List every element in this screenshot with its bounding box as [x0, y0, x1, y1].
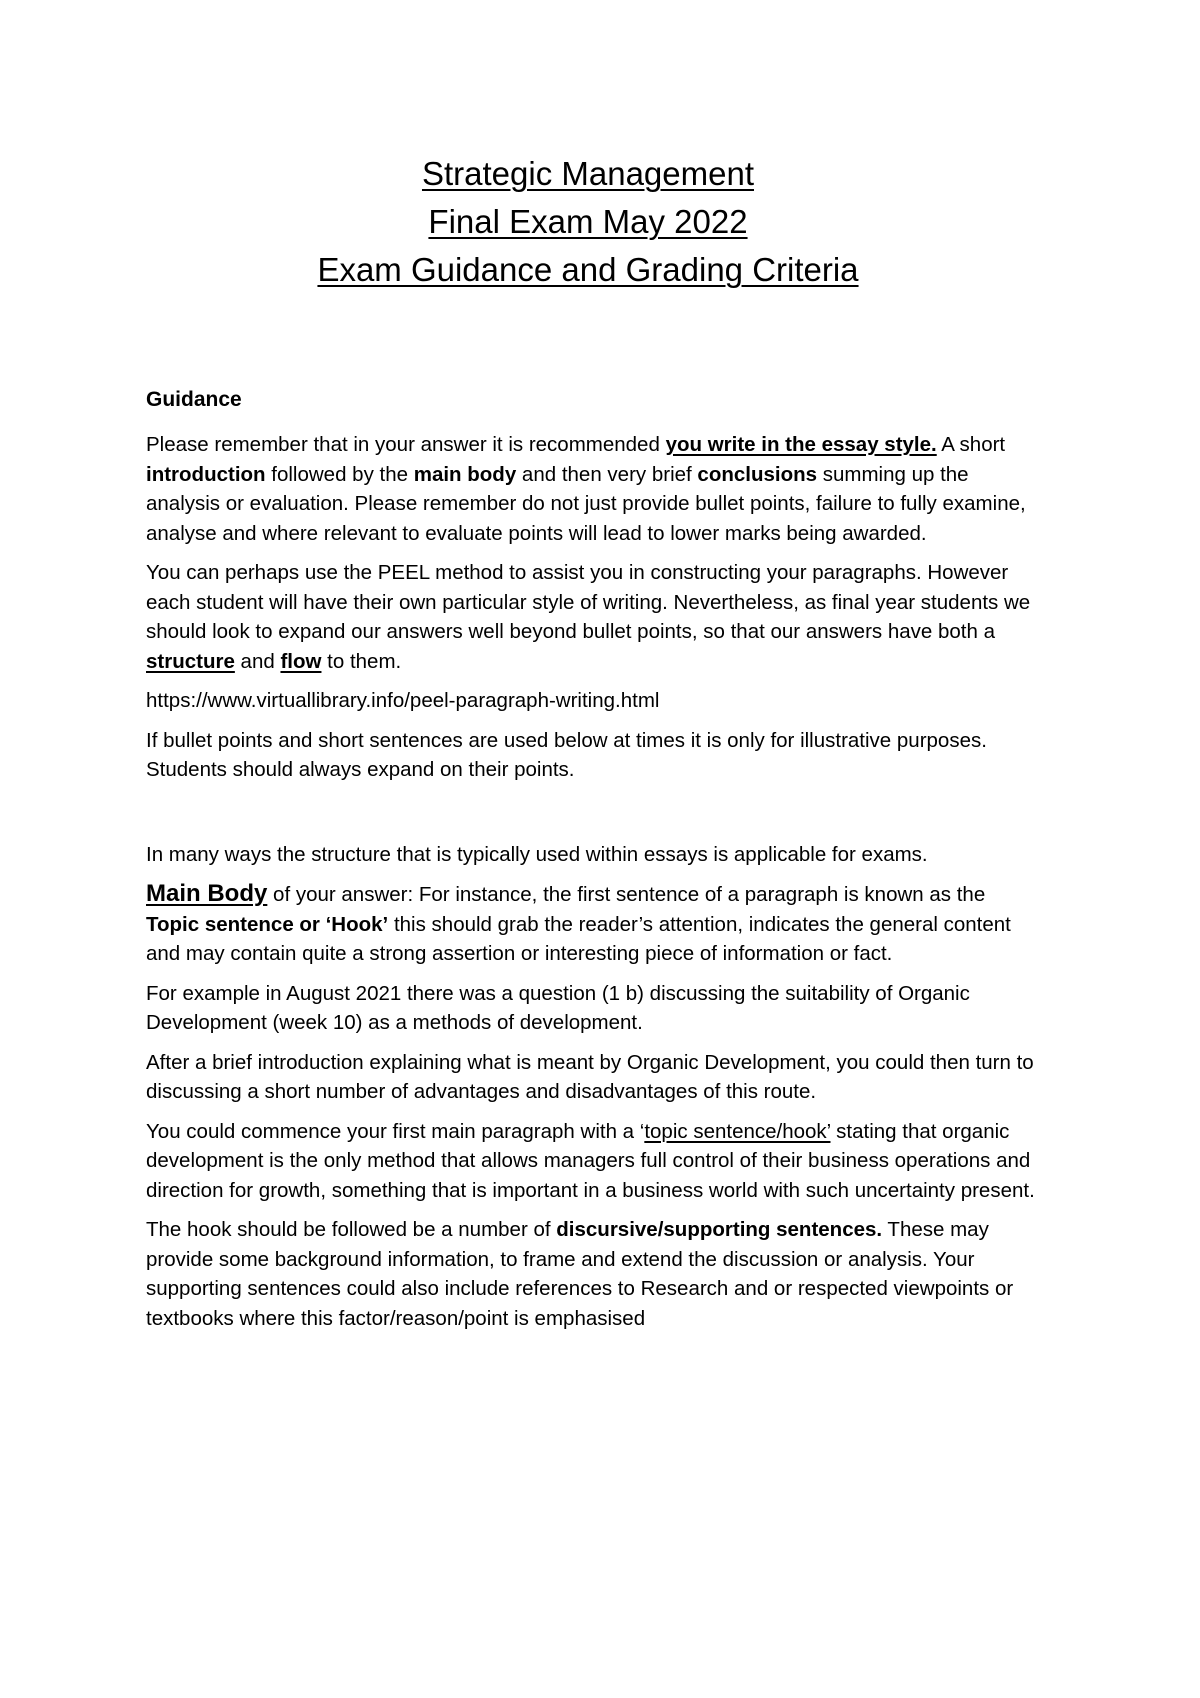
- paragraph-example-question: For example in August 2021 there was a question (1 b) discussing the suitability of Organic Development (week 10) as a methods of development.: [146, 981, 970, 1034]
- document-title: [136, 0, 1040, 294]
- text-run: Please remember that in your answer it is recommended: [146, 433, 666, 456]
- title-line-1: Strategic Management: [421, 155, 754, 192]
- emphasis-introduction: introduction: [146, 462, 266, 486]
- paragraph-supporting-sentences: [146, 1215, 1040, 1333]
- title-line-3: Exam Guidance and Grading Criteria: [317, 251, 859, 288]
- text-run: this should grab the reader’s attention, indicates the general content and may contain quite a strong assertion or interesting piece of information or fact.: [146, 912, 1011, 965]
- emphasis-essay-style: you write in the essay style.: [665, 433, 937, 456]
- paragraph-main-body: [146, 879, 1040, 969]
- title-line-2: Final Exam May 2022: [428, 203, 748, 240]
- paragraph-bullet-points: If bullet points and short sentences are used below at times it is only for illustrative purposes. Students should always expand on their points.: [146, 728, 987, 781]
- text-run: and: [234, 649, 281, 673]
- text-run: These may provide some background information, to frame and extend the discussion or analysis. Your supporting sentences could also include references to Research and or respected viewpoints or textbooks where this factor/reason/point is emphasised: [146, 1218, 1014, 1330]
- text-run: You could commence your first main paragraph with a ‘: [146, 1119, 645, 1143]
- text-run: summing up the analysis or evaluation. Please remember do not just provide bullet points, failure to fully examine, analyse and where relevant to evaluate points will lead to lower marks being awarded.: [146, 462, 1026, 545]
- text-run: and then very brief: [516, 462, 698, 486]
- paragraph-peel-method: [146, 558, 1040, 676]
- text-run: to them.: [321, 649, 402, 673]
- text-run: stating that organic development is the only method that allows managers full control of their business operations and direction for growth, something that is important in a business world with such uncertainty present.: [146, 1119, 1035, 1202]
- emphasis-topic-sentence: Topic sentence or ‘Hook’: [146, 912, 389, 936]
- emphasis-flow: flow: [280, 649, 322, 673]
- emphasis-topic-hook: topic sentence/hook’: [644, 1119, 831, 1143]
- text-run: The hook should be followed be a number of: [146, 1218, 557, 1241]
- emphasis-conclusions: conclusions: [697, 462, 818, 486]
- text-run: followed by the: [265, 462, 414, 486]
- paragraph-brief-introduction: After a brief introduction explaining what is meant by Organic Development, you could then turn to discussing a short number of advantages and disadvantages of this route.: [146, 1050, 1034, 1103]
- main-body-label: Main Body: [146, 880, 268, 907]
- text-run: A short: [936, 433, 1006, 456]
- text-run: You can perhaps use the PEEL method to assist you in constructing your paragraphs. However each student will have their own particular style of writing. Nevertheless, as final year students we should look to expand our answers well beyond bullet points, so that our answers have both a: [146, 561, 1031, 643]
- peel-url-link[interactable]: https://www.virtuallibrary.info/peel-paragraph-writing.html: [146, 689, 660, 712]
- emphasis-supporting-sentences: discursive/supporting sentences.: [556, 1218, 883, 1241]
- emphasis-main-body: main body: [413, 462, 517, 486]
- emphasis-structure: structure: [146, 649, 235, 673]
- paragraph-essay-structure: In many ways the structure that is typically used within essays is applicable for exams.: [146, 842, 928, 866]
- text-run: of your answer: For instance, the first sentence of a paragraph is known as the: [267, 883, 986, 906]
- paragraph-essay-style: [146, 430, 1040, 548]
- paragraph-topic-sentence-hook: [146, 1117, 1040, 1206]
- guidance-heading: Guidance: [146, 388, 242, 411]
